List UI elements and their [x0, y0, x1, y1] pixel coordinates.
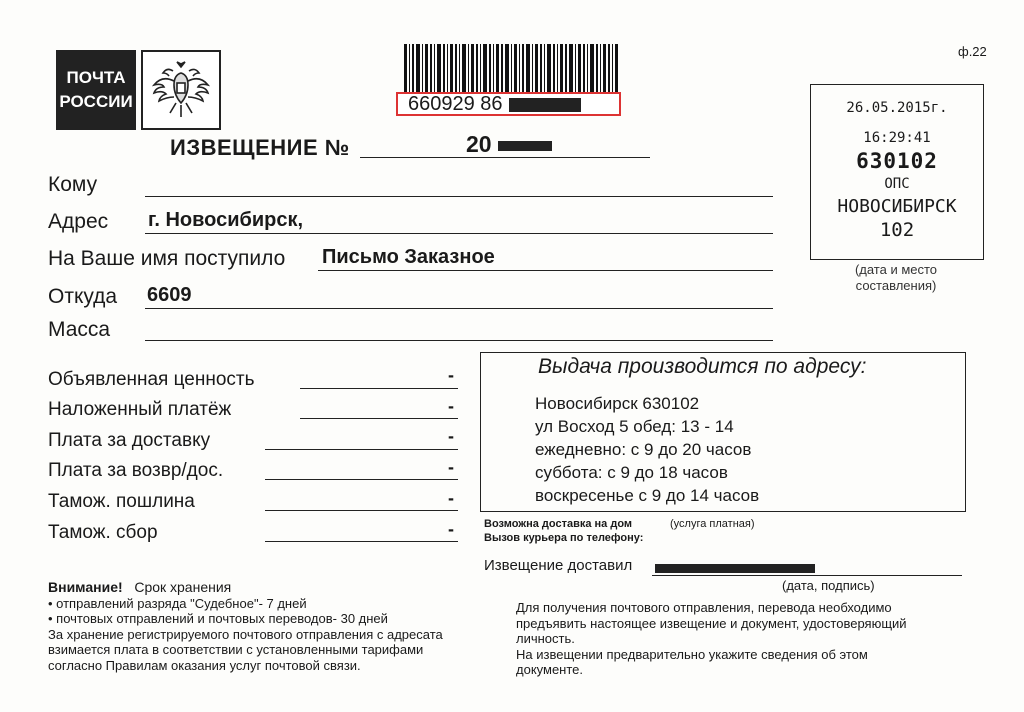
- charge-line: [265, 510, 458, 511]
- charge-label: Плата за возвр/дос.: [48, 460, 224, 481]
- notice-number: 20: [466, 131, 552, 158]
- delivery-line: Новосибирск 630102: [535, 394, 700, 413]
- stamp-city: НОВОСИБИРСК: [837, 196, 957, 217]
- signature-caption: (дата, подпись): [782, 578, 875, 593]
- charge-value: -: [448, 396, 454, 416]
- stamp-index: 630102: [856, 149, 938, 173]
- stamp-time: 16:29:41: [863, 130, 931, 146]
- signature-line: [652, 575, 962, 576]
- tracking-number: 660929 86: [408, 93, 503, 115]
- address-label: Адрес: [48, 210, 109, 233]
- id-notice-line: личность.: [516, 631, 575, 646]
- charge-label: Наложенный платёж: [48, 399, 232, 420]
- stamp-ops: ОПС: [884, 176, 910, 192]
- address-value: г. Новосибирск,: [148, 209, 304, 231]
- charge-line: [265, 541, 458, 542]
- post-logo: [56, 50, 136, 130]
- home-delivery: Возможна доставка на дом: [484, 518, 633, 530]
- stamp-office: 102: [879, 219, 915, 241]
- delivery-title: Выдача производится по адресу:: [538, 355, 867, 378]
- charge-value: -: [448, 488, 454, 508]
- charge-value: -: [448, 365, 454, 385]
- charge-label: Тамож. сбор: [48, 522, 158, 543]
- attention-line: взимается плата в соответствии с установленными тарифами: [48, 642, 424, 657]
- id-notice: [516, 600, 976, 678]
- delivery-lines: [535, 392, 759, 507]
- barcode-icon: [404, 44, 618, 92]
- id-notice-line: На извещении предварительно укажите сведения об этом: [516, 646, 868, 662]
- charge-value: -: [448, 519, 454, 539]
- form-code: ф.22: [958, 44, 987, 59]
- attention-subheading: Срок хранения: [134, 579, 232, 595]
- charge-line: [265, 479, 458, 480]
- id-notice-line: документе.: [516, 662, 583, 677]
- charge-label: Тамож. пошлина: [48, 491, 195, 512]
- stamp-date: 26.05.2015г.: [846, 100, 948, 116]
- postmark-stamp: [810, 84, 984, 260]
- delivery-line: ул Восход 5 обед: 13 - 14: [535, 417, 734, 436]
- to-line: [145, 196, 773, 197]
- stamp-caption: (дата и место составления): [854, 262, 938, 293]
- attention-line: За хранение регистрируемого почтового отправления с адресата: [48, 626, 443, 642]
- delivered-by-label: Извещение доставил: [484, 557, 633, 574]
- mass-line: [145, 340, 773, 341]
- charge-label: Плата за доставку: [48, 430, 211, 451]
- attention-line: • отправлений разряда "Судебное"- 7 дней: [48, 595, 307, 611]
- to-label: Кому: [48, 173, 98, 196]
- from-label: Откуда: [48, 285, 118, 308]
- charge-value: -: [448, 457, 454, 477]
- delivery-line: суббота: с 9 до 18 часов: [535, 463, 728, 482]
- redaction-mask: [509, 98, 581, 112]
- logo-line-2: РОССИИ: [59, 92, 133, 111]
- attention-line: • почтовых отправлений и почтовых переводов- 30 дней: [48, 611, 388, 626]
- charge-line: [300, 388, 458, 389]
- received-value: Письмо Заказное: [322, 246, 495, 268]
- home-delivery-note: (услуга платная): [670, 518, 755, 530]
- from-line: [145, 308, 773, 309]
- attention-heading: Внимание!: [48, 579, 123, 595]
- attention-block: [48, 580, 498, 673]
- charge-line: [300, 418, 458, 419]
- charge-value: -: [448, 426, 454, 446]
- id-notice-line: Для получения почтового отправления, перевода необходимо: [516, 600, 892, 615]
- tracking-number-box: [396, 92, 621, 116]
- attention-line: согласно Правилам оказания услуг почтовой связи.: [48, 657, 361, 673]
- received-line: [318, 270, 773, 271]
- delivery-line: воскресенье с 9 до 14 часов: [535, 486, 760, 505]
- delivery-line: ежедневно: с 9 до 20 часов: [535, 440, 752, 459]
- charge-line: [265, 449, 458, 450]
- page-title: ИЗВЕЩЕНИЕ №: [170, 135, 350, 160]
- mass-label: Масса: [48, 318, 111, 341]
- received-label: На Ваше имя поступило: [48, 247, 286, 270]
- courier-label: Вызов курьера по телефону:: [484, 532, 644, 544]
- id-notice-line: предъявить настоящее извещение и документ, удостоверяющий: [516, 615, 907, 631]
- from-value: 6609: [147, 284, 192, 306]
- eagle-emblem-icon: [141, 50, 221, 130]
- address-line: [145, 233, 773, 234]
- logo-line-1: ПОЧТА: [66, 68, 126, 87]
- charge-label: Объявленная ценность: [48, 369, 255, 390]
